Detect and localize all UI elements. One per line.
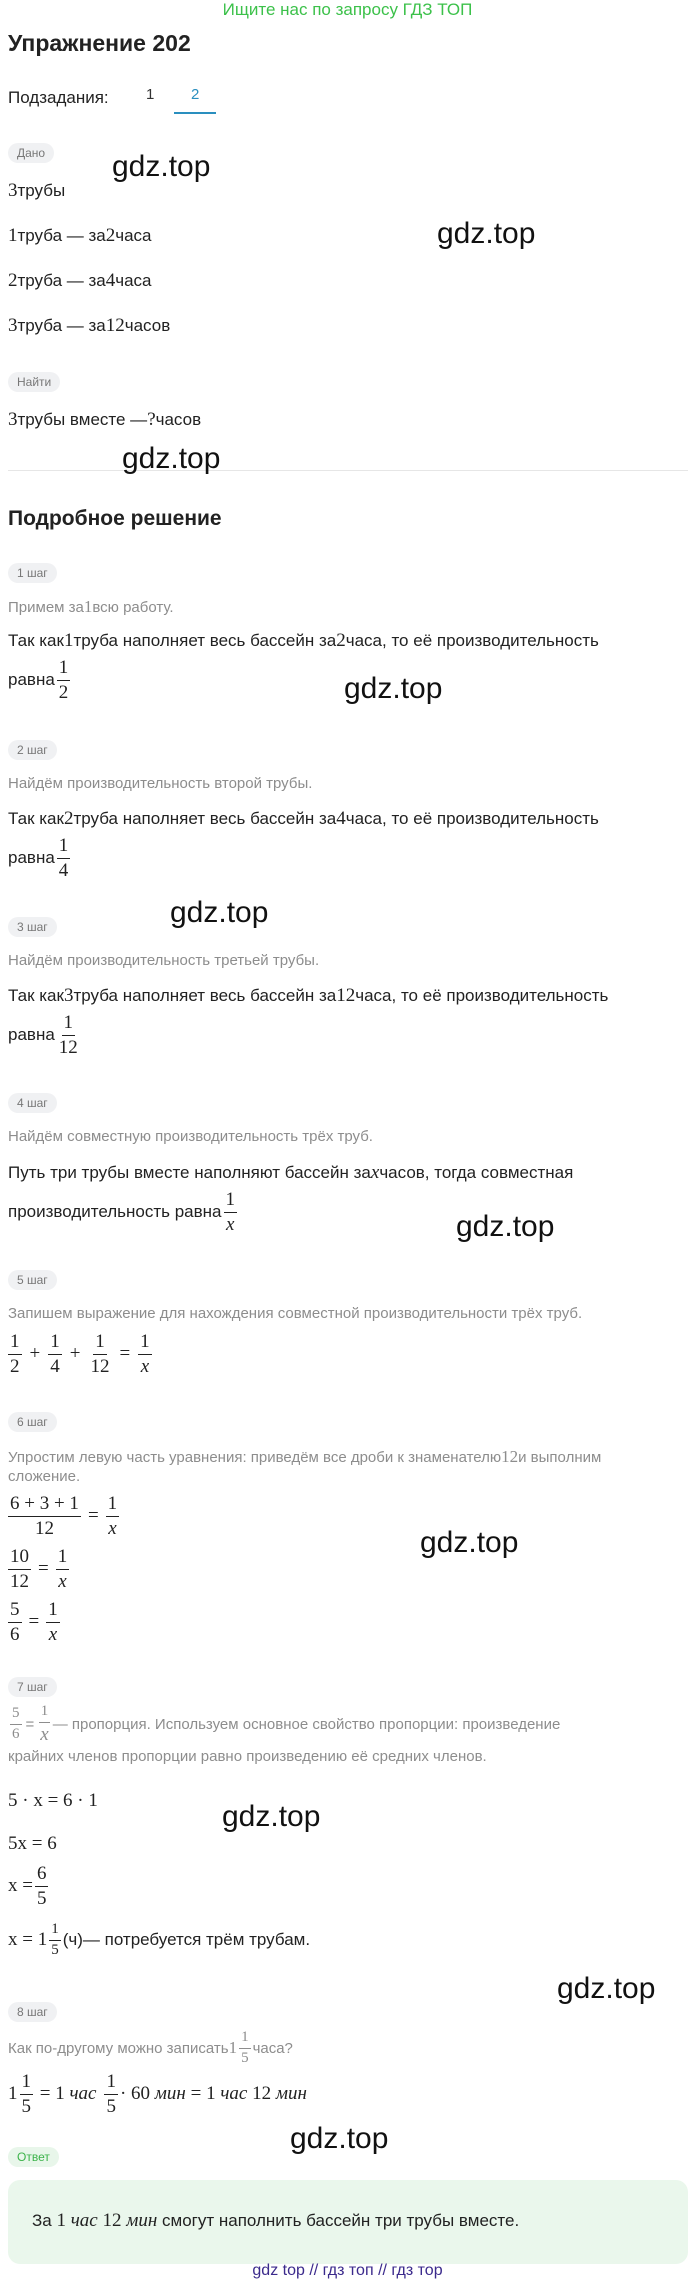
step-1-rate: равна $\frac{1}{2}$: [8, 657, 69, 703]
watermark: gdz.top: [122, 442, 221, 475]
footer-link-gdz-top[interactable]: gdz top: [252, 2262, 305, 2279]
step-7-eq-2: 5x = 6: [8, 1833, 57, 1854]
step-4-hint: Найдём совместную производительность трёх труб.: [8, 1128, 373, 1145]
footer-links: gdz top // гдз топ // гдз тор: [252, 2262, 443, 2279]
footer-link-gdz-top-ru[interactable]: гдз топ: [322, 2262, 374, 2279]
step-3-rate: равна $\frac{1}{12}$: [8, 1012, 78, 1058]
step-3-text: Так как 3 труба наполняет весь бассейн за 12 часа, то её производительность: [8, 985, 609, 1006]
watermark: gdz.top: [112, 150, 211, 183]
step-3-tag: 3 шаг: [8, 917, 57, 937]
watermark: gdz.top: [344, 672, 443, 705]
subtask-tab-1[interactable]: 1: [146, 86, 155, 103]
step-1-text: Так как 1 труба наполняет весь бассейн за 2 часа, то её производительность: [8, 630, 599, 651]
step-2-fraction: $\frac{1}{4}$: [58, 835, 69, 881]
step-2-text: Так как 2 труба наполняет весь бассейн за 4 часа, то её производительность: [8, 808, 599, 829]
given-line-1: 3 трубы: [8, 180, 66, 201]
step-1-fraction: $\frac{1}{2}$: [58, 657, 69, 703]
step-7-eq-4: x = 1 $\frac{1}{5}$ (ч) — потребуется трём трубам.: [8, 1921, 311, 1958]
step-3-hint: Найдём производительность третьей трубы.: [8, 952, 320, 969]
step-6-hint-line-2: сложение.: [8, 1468, 81, 1485]
step-7-tag: 7 шаг: [8, 1677, 57, 1697]
top-banner[interactable]: Ищите нас по запросу ГДЗ ТОП: [222, 0, 473, 19]
step-2-tag: 2 шаг: [8, 740, 57, 760]
footer-link-gdz-tor[interactable]: гдз тор: [391, 2262, 443, 2279]
watermark: gdz.top: [170, 896, 269, 929]
answer-tag: Ответ: [8, 2147, 59, 2167]
watermark: gdz.top: [222, 1800, 321, 1833]
step-4-tag: 4 шаг: [8, 1093, 57, 1113]
watermark: gdz.top: [557, 1972, 656, 2005]
step-1-tag: 1 шаг: [8, 563, 57, 583]
step-5-hint: Запишем выражение для нахождения совместной производительности трёх труб.: [8, 1305, 583, 1322]
step-4-line-1: Путь три трубы вместе наполняют бассейн за x часов, тогда совместная: [8, 1162, 574, 1183]
step-6-hint: Упростим левую часть уравнения: приведём все дроби к знаменателю 12 и выполним: [8, 1447, 602, 1466]
given-line-2: 1 труба — за 2 часа: [8, 225, 152, 246]
watermark: gdz.top: [456, 1210, 555, 1243]
page-title: Упражнение 202: [8, 30, 191, 56]
step-1-hint: Примем за 1 всю работу.: [8, 597, 174, 616]
step-3-fraction: $\frac{1}{12}$: [58, 1012, 78, 1058]
step-6-eq-2: $\frac{10}{12}$ = $\frac{1}{x}$: [10, 1546, 68, 1592]
given-line-3: 2 труба — за 4 часа: [8, 270, 152, 291]
given-line-4: 3 труба — за 12 часов: [8, 315, 171, 336]
watermark: gdz.top: [290, 2122, 389, 2155]
watermark: gdz.top: [437, 217, 536, 250]
step-7-hint: $\frac{5}{6}$ = $\frac{1}{x}$ — пропорция. Используем основное свойство пропорции: произведение: [12, 1703, 561, 1745]
section-divider: [8, 470, 688, 471]
given-tag: Дано: [8, 143, 54, 163]
answer-text: За 1 час 12 мин смогут наполнить бассейн три трубы вместе.: [32, 2210, 520, 2231]
step-7-eq-3: x = $\frac{6}{5}$: [8, 1863, 47, 1909]
step-8-hint: Как по-другому можно записать 1 $\frac{1}{5}$ часа?: [8, 2029, 293, 2066]
step-5-tag: 5 шаг: [8, 1270, 57, 1290]
solution-title: Подробное решение: [8, 507, 222, 530]
step-4-line-2: производительность равна $\frac{1}{x}$: [8, 1189, 235, 1235]
step-7-hint-line-2: крайних членов пропорции равно произведению её средних членов.: [8, 1748, 487, 1765]
step-4-fraction: $\frac{1}{x}$: [225, 1189, 235, 1235]
subtask-tab-2[interactable]: 2: [191, 86, 200, 103]
active-tab-indicator: [174, 112, 216, 114]
step-6-eq-1: $\frac{6 + 3 + 1}{12}$ = $\frac{1}{x}$: [10, 1493, 118, 1539]
step-2-rate: равна $\frac{1}{4}$: [8, 835, 69, 881]
step-2-hint: Найдём производительность второй трубы.: [8, 775, 313, 792]
watermark: gdz.top: [420, 1526, 519, 1559]
step-5-equation: $\frac{1}{2}$ + $\frac{1}{4}$ + $\frac{1}{12}$ = $\frac{1}{x}$: [10, 1331, 150, 1377]
subtasks-label: Подзадания:: [8, 88, 109, 107]
step-8-expression: 1 $\frac{1}{5}$ = 1 час $\frac{1}{5}$ · 60 мин = 1 час 12 мин: [8, 2071, 307, 2117]
step-6-tag: 6 шаг: [8, 1412, 57, 1432]
step-8-tag: 8 шаг: [8, 2002, 57, 2022]
step-7-eq-1: 5 · x = 6 · 1: [8, 1790, 98, 1811]
find-tag: Найти: [8, 372, 60, 392]
step-6-eq-3: $\frac{5}{6}$ = $\frac{1}{x}$: [10, 1599, 58, 1645]
find-line: 3 трубы вместе — ? часов: [8, 409, 202, 430]
